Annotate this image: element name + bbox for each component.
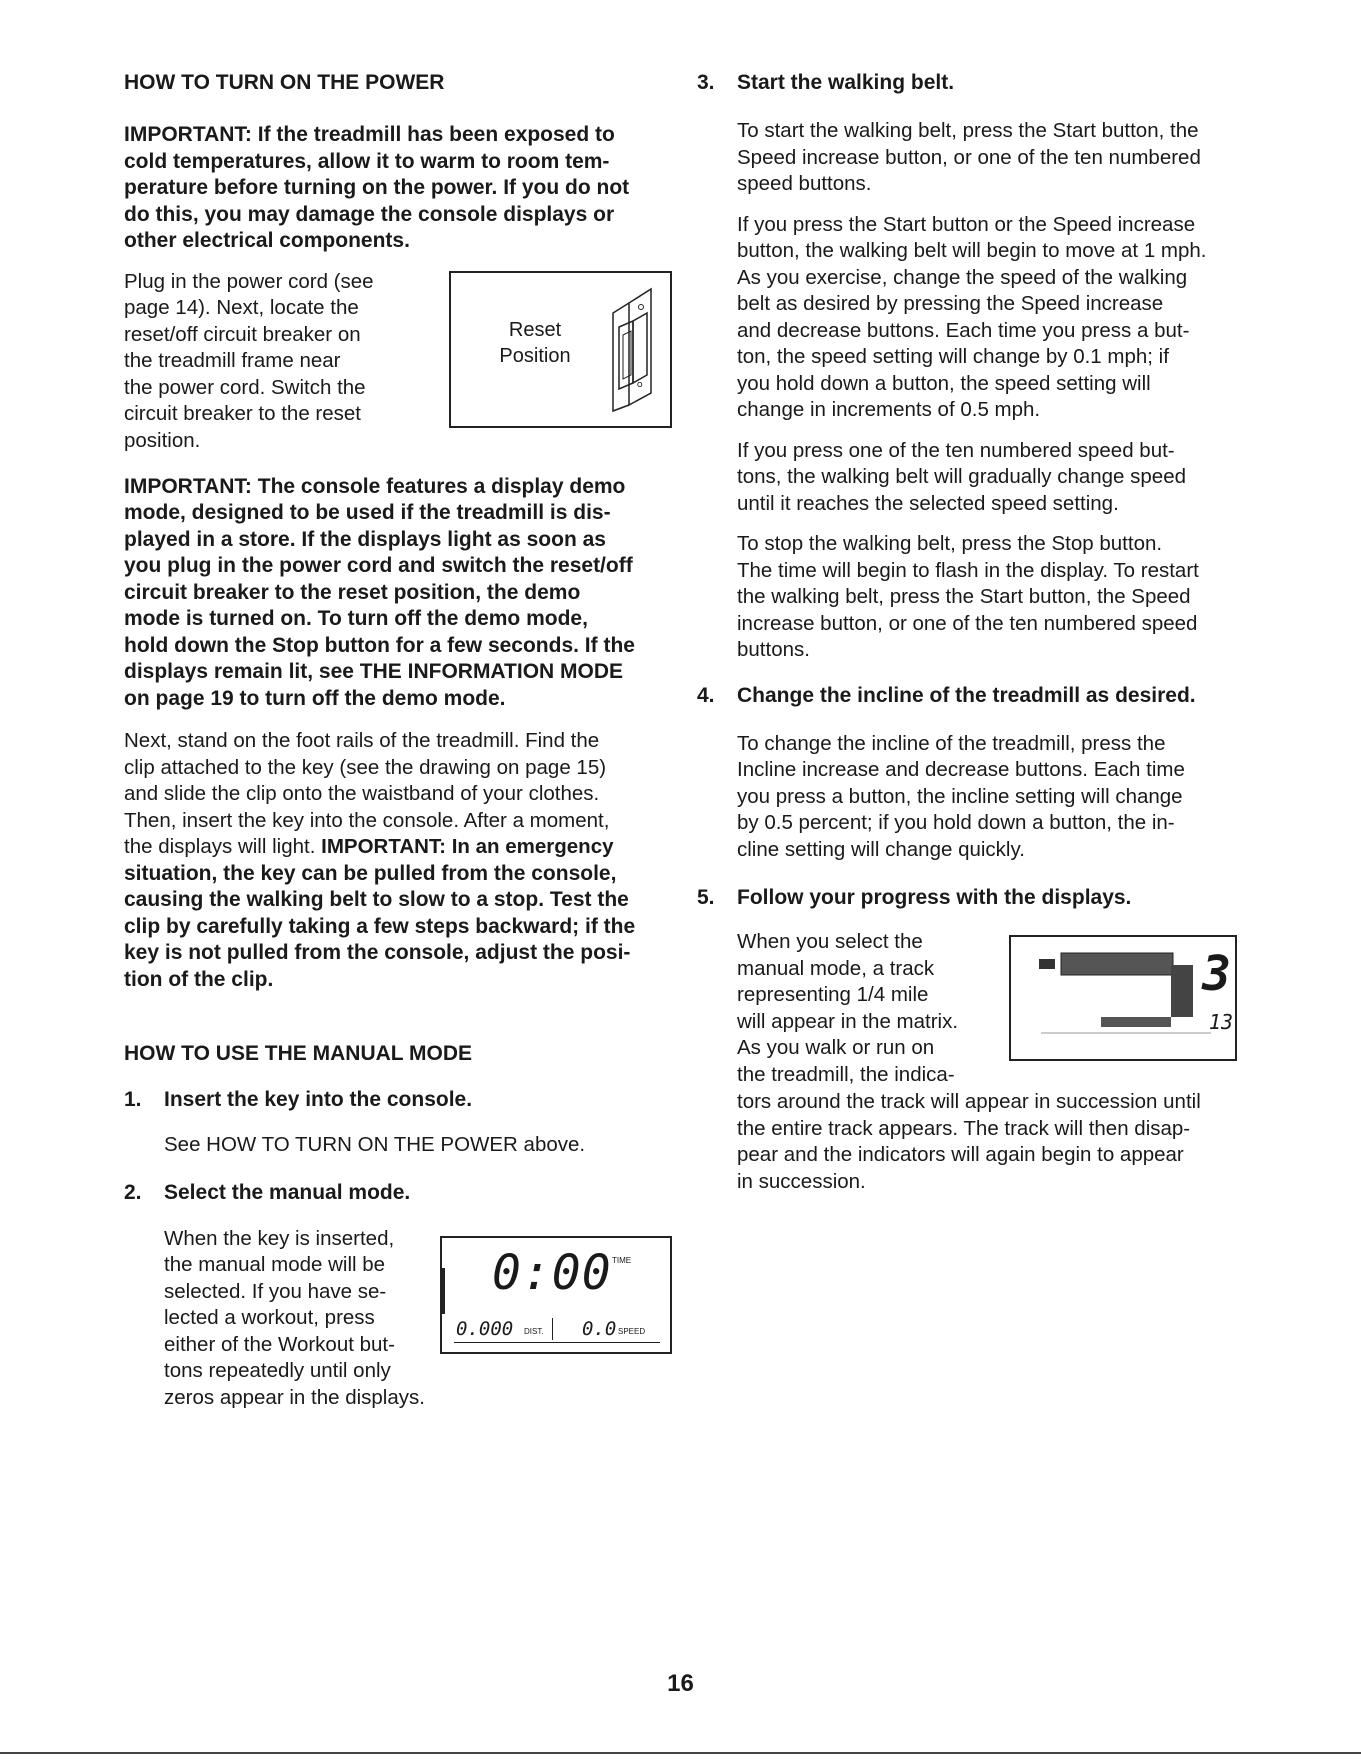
- text-line: you press a button, the incline setting will change: [737, 784, 1183, 808]
- text-line: belt as desired by pressing the Speed increase: [737, 292, 1164, 315]
- display-bottom-row: [454, 1318, 660, 1343]
- text-line: change in increments of 0.5 mph.: [737, 398, 1041, 421]
- text-line: IMPORTANT: The console features a display demo: [124, 474, 626, 498]
- text-line: until it reaches the selected speed setting.: [737, 491, 1119, 515]
- text-line: the manual mode will be: [164, 1253, 386, 1276]
- text-line: Then, insert the key into the console. After a moment,: [124, 808, 610, 832]
- text-line: the power cord. Switch the: [124, 375, 366, 399]
- text-line: displays remain lit, see THE INFORMATION MODE: [124, 660, 624, 683]
- text-line: the treadmill frame near: [124, 349, 341, 372]
- text-line: the displays will light. IMPORTANT: In an emergency: [124, 835, 614, 858]
- text-line: Next, stand on the foot rails of the treadmill. Find the: [124, 729, 600, 752]
- step-3-heading: 3. Start the walking belt.: [697, 71, 955, 94]
- text-line: will appear in the matrix.: [737, 1009, 959, 1033]
- text-line: the entire track appears. The track will then disap-: [737, 1116, 1191, 1140]
- text-line: To stop the walking belt, press the Stop button.: [737, 532, 1163, 555]
- text-line: cline setting will change quickly.: [737, 837, 1025, 861]
- circuit-breaker-switch-icon: [589, 283, 659, 413]
- text-line: clip by carefully taking a few steps backward; if the: [124, 914, 636, 938]
- text-line: the treadmill, the indica-: [737, 1062, 955, 1086]
- text-line: by 0.5 percent; if you hold down a button, the in-: [737, 811, 1175, 834]
- text-line: If you press one of the ten numbered speed but-: [737, 438, 1175, 462]
- time-readout: 0:00: [492, 1244, 612, 1301]
- right-column: [697, 70, 1237, 1195]
- text-line: situation, the key can be pulled from the console,: [124, 861, 617, 885]
- matrix-big-digit: 3: [1202, 946, 1231, 1002]
- text-line: Plug in the power cord (see: [124, 269, 374, 293]
- text-line: clip attached to the key (see the drawing on page 15): [124, 755, 607, 779]
- text-line: the walking belt, press the Start button, the Speed: [737, 585, 1191, 608]
- text-line: To start the walking belt, press the Start button, the: [737, 119, 1199, 142]
- text-line: tors around the track will appear in succession until: [737, 1090, 1201, 1113]
- step-2-section: [164, 1226, 672, 1412]
- key-clip-paragraph: [124, 728, 672, 993]
- text-line: The time will begin to flash in the display. To restart: [737, 558, 1199, 582]
- bottom-rule: [0, 1752, 1361, 1754]
- text-line: circuit breaker to the reset position, the demo: [124, 580, 581, 604]
- speed-readout: 0.0: [582, 1317, 617, 1340]
- text-line: on page 19 to turn off the demo mode.: [124, 686, 506, 710]
- plug-section: [124, 269, 672, 457]
- power-heading: HOW TO TURN ON THE POWER: [124, 71, 445, 94]
- important-demo-mode: [124, 474, 672, 713]
- reset-label: Reset Position: [499, 318, 571, 367]
- text-line: speed buttons.: [737, 172, 872, 195]
- text-line: you plug in the power cord and switch the reset/off: [124, 554, 633, 577]
- text-line: and decrease buttons. Each time you press a but-: [737, 318, 1190, 342]
- text-line: you hold down a button, the speed setting will: [737, 371, 1151, 395]
- text-line: representing 1/4 mile: [737, 983, 929, 1006]
- text-line: hold down the Stop button for a few seconds. If the: [124, 633, 635, 657]
- text-line: manual mode, a track: [737, 956, 935, 980]
- text-line: Incline increase and decrease buttons. Each time: [737, 758, 1185, 781]
- time-label: TIME: [612, 1255, 632, 1265]
- step-3-p3: [737, 438, 1237, 518]
- text-line: selected. If you have se-: [164, 1279, 387, 1303]
- text-line: When you select the: [737, 930, 923, 953]
- text-line: circuit breaker to the reset: [124, 402, 361, 425]
- step-3-p1: [737, 118, 1237, 198]
- reset-switch-figure: [449, 271, 672, 428]
- step-3-p2: [737, 212, 1237, 424]
- distance-readout: 0.000: [456, 1317, 514, 1340]
- text-line: cold temperatures, allow it to warm to room tem-: [124, 149, 610, 173]
- step-3-p4: [737, 531, 1237, 664]
- text-line: position.: [124, 428, 201, 452]
- text-line: buttons.: [737, 638, 810, 661]
- text-line: tons, the walking belt will gradually change speed: [737, 465, 1186, 488]
- step-1-heading: 1. Insert the key into the console.: [124, 1088, 473, 1111]
- text-line: other electrical components.: [124, 229, 410, 252]
- text-line: causing the walking belt to slow to a stop. Test the: [124, 888, 629, 911]
- text-line: mode, designed to be used if the treadmill is dis-: [124, 501, 611, 524]
- text-line: in succession.: [737, 1169, 866, 1193]
- step-2-heading: 2. Select the manual mode.: [124, 1180, 411, 1204]
- text-line: If you press the Start button or the Speed increase: [737, 212, 1196, 236]
- text-line: increase button, or one of the ten numbered speed: [737, 611, 1198, 635]
- console-display-figure: [440, 1236, 672, 1354]
- text-line: button, the walking belt will begin to move at 1 mph.: [737, 239, 1207, 262]
- text-line: page 14). Next, locate the: [124, 296, 359, 319]
- text-line: lected a workout, press: [164, 1306, 375, 1329]
- text-line: do this, you may damage the console displays or: [124, 202, 615, 226]
- text-line: pear and the indicators will again begin to appear: [737, 1143, 1184, 1166]
- text-line: tion of the clip.: [124, 967, 274, 991]
- matrix-small-digits: 13: [1208, 1010, 1233, 1034]
- text-line: key is not pulled from the console, adjust the posi-: [124, 941, 631, 964]
- step-5-section: [737, 929, 1237, 1089]
- text-line: As you walk or run on: [737, 1036, 935, 1059]
- text-line: perature before turning on the power. If you do not: [124, 176, 630, 199]
- text-line: and slide the clip onto the waistband of your clothes.: [124, 782, 600, 805]
- text-line: Speed increase button, or one of the ten numbered: [737, 145, 1201, 169]
- text-line: IMPORTANT: If the treadmill has been exposed to: [124, 123, 615, 146]
- important-cold-warning: [124, 122, 672, 255]
- manual-mode-heading: HOW TO USE THE MANUAL MODE: [124, 1042, 473, 1065]
- left-column: [124, 70, 672, 1412]
- step-1-text: See HOW TO TURN ON THE POWER above.: [164, 1133, 586, 1156]
- text-line: tons repeatedly until only: [164, 1359, 391, 1382]
- track-matrix-figure: [1009, 935, 1237, 1061]
- distance-label: DIST.: [524, 1326, 544, 1336]
- text-line: played in a store. If the displays light as soon as: [124, 527, 606, 551]
- page-number: 16: [667, 1670, 694, 1697]
- text-line: When the key is inserted,: [164, 1226, 395, 1250]
- step-5-heading: 5. Follow your progress with the displays.: [697, 886, 1132, 909]
- speed-label: SPEED: [618, 1326, 646, 1336]
- text-line: To change the incline of the treadmill, press the: [737, 731, 1166, 755]
- text-line: ton, the speed setting will change by 0.1 mph; if: [737, 345, 1169, 368]
- text-line: reset/off circuit breaker on: [124, 322, 361, 346]
- text-line: zeros appear in the displays.: [164, 1385, 425, 1409]
- step-4-p1: [737, 731, 1237, 864]
- text-line: either of the Workout but-: [164, 1332, 395, 1356]
- text-line: mode is turned on. To turn off the demo mode,: [124, 607, 588, 630]
- step-4-heading: 4. Change the incline of the treadmill as desired.: [697, 683, 1196, 707]
- text-line: As you exercise, change the speed of the walking: [737, 265, 1188, 289]
- step-5-continued: [737, 1089, 1237, 1195]
- display-edge-bar: [440, 1268, 445, 1314]
- svg-text:O: O: [637, 380, 643, 389]
- display-divider: [552, 1318, 553, 1340]
